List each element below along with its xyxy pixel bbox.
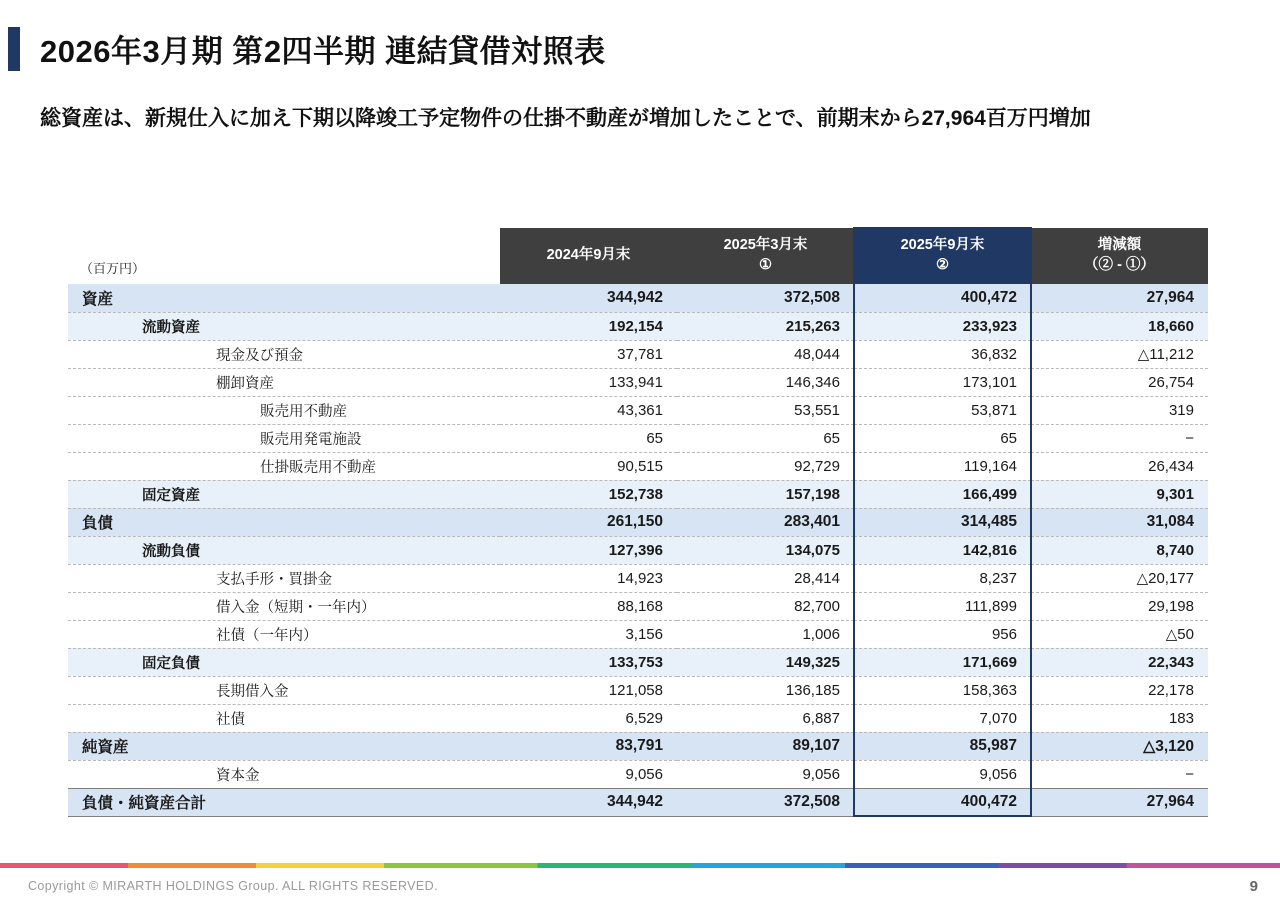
row-value: 344,942 [500,788,677,816]
row-value: 65 [500,424,677,452]
table-row [68,592,1208,620]
table-row [68,648,1208,676]
column-header-1-line2: ① [759,257,772,273]
row-value: △11,212 [1031,340,1208,368]
row-value: 133,753 [500,648,677,676]
page-number: 9 [1249,878,1258,895]
row-value: 92,729 [677,452,854,480]
row-value: 36,832 [854,340,1031,368]
row-value: 192,154 [500,312,677,340]
row-value: 233,923 [854,312,1031,340]
row-value: − [1031,424,1208,452]
row-value: 43,361 [500,396,677,424]
column-header-2-line1: 2025年9月末 [900,237,985,254]
table-row [68,704,1208,732]
row-value: 53,871 [854,396,1031,424]
row-label: 支払手形・買掛金 [68,564,500,592]
row-label: 仕掛販売用不動産 [68,452,500,480]
row-value: 27,964 [1031,284,1208,312]
row-label: 販売用不動産 [68,396,500,424]
row-value: 8,237 [854,564,1031,592]
row-value: 152,738 [500,480,677,508]
row-value: 48,044 [677,340,854,368]
row-value: △20,177 [1031,564,1208,592]
balance-sheet-table [68,228,1208,817]
row-value: 9,056 [854,760,1031,788]
table-body [68,284,1208,816]
column-header-1 [677,228,854,284]
column-header-3 [1031,228,1208,284]
row-value: 6,887 [677,704,854,732]
row-value: 65 [854,424,1031,452]
table-row [68,340,1208,368]
row-value: 7,070 [854,704,1031,732]
table-row [68,368,1208,396]
table-row [68,620,1208,648]
table-row [68,452,1208,480]
row-value: 85,987 [854,732,1031,760]
row-value: 1,006 [677,620,854,648]
table-row [68,284,1208,312]
table-row [68,536,1208,564]
row-value: 9,301 [1031,480,1208,508]
row-label: 固定負債 [68,648,500,676]
row-value: 215,263 [677,312,854,340]
row-value: 53,551 [677,396,854,424]
row-value: 26,434 [1031,452,1208,480]
row-value: 83,791 [500,732,677,760]
title-text: 2026年3月期 第2四半期 連結貸借対照表 [40,34,606,69]
row-value: 8,740 [1031,536,1208,564]
row-value: 344,942 [500,284,677,312]
row-value: 28,414 [677,564,854,592]
table-row [68,732,1208,760]
row-label: 社債（一年内） [68,620,500,648]
row-value: 31,084 [1031,508,1208,536]
column-header-3-line2: （② - ①） [1084,257,1155,273]
row-value: 283,401 [677,508,854,536]
row-value: 65 [677,424,854,452]
column-header-0-line1: 2024年9月末 [546,247,631,264]
row-label: 棚卸資産 [68,368,500,396]
balance-sheet-table-wrap [68,228,1208,817]
table-row [68,396,1208,424]
row-value: 158,363 [854,676,1031,704]
table-row [68,564,1208,592]
row-value: 133,941 [500,368,677,396]
title-accent-bar [8,27,20,71]
unit-note: （百万円） [68,228,500,284]
row-label: 販売用発電施設 [68,424,500,452]
table-row [68,480,1208,508]
row-value: 136,185 [677,676,854,704]
column-header-2-line2: ② [936,257,949,273]
lead-paragraph: 総資産は、新規仕入に加え下期以降竣工予定物件の仕掛不動産が増加したことで、前期末から27,964百万円増加 [40,107,1091,130]
row-value: 3,156 [500,620,677,648]
row-value: 14,923 [500,564,677,592]
row-value: 183 [1031,704,1208,732]
column-header-0 [500,228,677,284]
row-label: 借入金（短期・一年内） [68,592,500,620]
table-row [68,760,1208,788]
table-row [68,312,1208,340]
row-label: 流動負債 [68,536,500,564]
table-row [68,676,1208,704]
row-label: 負債 [68,508,500,536]
row-value: 121,058 [500,676,677,704]
row-value: 173,101 [854,368,1031,396]
row-value: 22,343 [1031,648,1208,676]
row-value: 22,178 [1031,676,1208,704]
row-value: − [1031,760,1208,788]
row-label: 固定資産 [68,480,500,508]
row-value: 127,396 [500,536,677,564]
row-value: △3,120 [1031,732,1208,760]
row-label: 負債・純資産合計 [68,788,500,816]
row-value: 26,754 [1031,368,1208,396]
table-row [68,788,1208,816]
row-value: 29,198 [1031,592,1208,620]
row-value: 372,508 [677,284,854,312]
row-label: 現金及び預金 [68,340,500,368]
row-value: 400,472 [854,284,1031,312]
row-value: 89,107 [677,732,854,760]
row-value: 314,485 [854,508,1031,536]
table-row [68,508,1208,536]
row-value: △50 [1031,620,1208,648]
footer-rainbow-bar [0,863,1280,868]
column-header-1-line1: 2025年3月末 [723,237,808,254]
column-header-2 [854,228,1031,284]
row-value: 142,816 [854,536,1031,564]
row-value: 9,056 [677,760,854,788]
row-value: 88,168 [500,592,677,620]
table-row [68,424,1208,452]
row-label: 流動資産 [68,312,500,340]
row-label: 長期借入金 [68,676,500,704]
row-label: 純資産 [68,732,500,760]
row-value: 956 [854,620,1031,648]
page-title [0,26,606,71]
row-value: 82,700 [677,592,854,620]
row-value: 90,515 [500,452,677,480]
column-header-3-line1: 増減額 [1097,237,1142,254]
row-value: 6,529 [500,704,677,732]
row-label: 社債 [68,704,500,732]
row-value: 400,472 [854,788,1031,816]
row-value: 27,964 [1031,788,1208,816]
row-value: 37,781 [500,340,677,368]
row-value: 18,660 [1031,312,1208,340]
row-value: 157,198 [677,480,854,508]
table-header [68,228,1208,284]
row-value: 149,325 [677,648,854,676]
row-value: 171,669 [854,648,1031,676]
copyright-text: Copyright © MIRARTH HOLDINGS Group. ALL RIGHTS RESERVED. [28,879,438,893]
row-value: 372,508 [677,788,854,816]
row-value: 9,056 [500,760,677,788]
row-value: 134,075 [677,536,854,564]
row-value: 119,164 [854,452,1031,480]
row-value: 261,150 [500,508,677,536]
row-label: 資本金 [68,760,500,788]
row-value: 146,346 [677,368,854,396]
row-value: 166,499 [854,480,1031,508]
row-label: 資産 [68,284,500,312]
row-value: 111,899 [854,592,1031,620]
row-value: 319 [1031,396,1208,424]
